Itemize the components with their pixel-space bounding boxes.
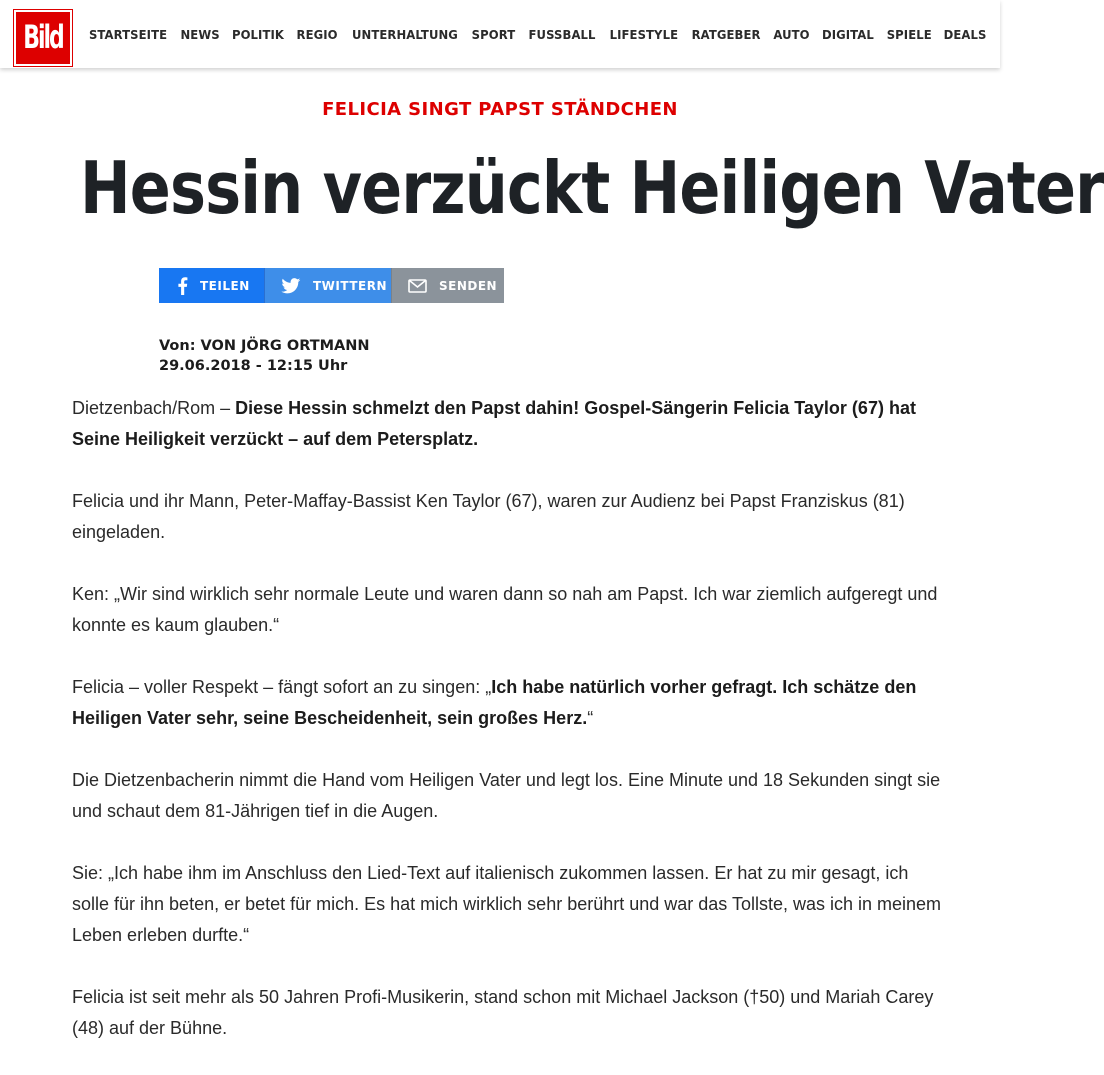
paragraph (72, 982, 942, 1044)
paragraph (72, 393, 942, 455)
paragraph-text: Felicia und ihr Mann, Peter-Maffay-Bassist Ken Taylor (67), waren zur Audienz bei Papst Franziskus (81) eingeladen. (72, 491, 905, 542)
nav-item-ratgeber[interactable]: RATGEBER (691, 26, 761, 42)
nav-item-fussball[interactable]: FUSSBALL (528, 26, 596, 42)
article-kicker: FELICIA SINGT PAPST STÄNDCHEN (322, 99, 678, 120)
nav-item-startseite[interactable]: STARTSEITE (88, 26, 168, 42)
share-bar (159, 268, 504, 303)
twitter-share-label: TWITTERN (313, 278, 388, 293)
email-share-label: SENDEN (439, 278, 498, 293)
nav-item-politik[interactable]: POLITIK (231, 26, 284, 42)
paragraph (72, 858, 942, 951)
byline (159, 336, 370, 376)
paragraph-text: Felicia – voller Respekt – fängt sofort an zu singen: „ (72, 677, 492, 697)
author-line: Von: VON JÖRG ORTMANN (159, 338, 370, 354)
nav-item-regio[interactable]: REGIO (296, 26, 338, 42)
nav-item-deals[interactable]: DEALS (943, 26, 987, 42)
nav-item-lifestyle[interactable]: LIFESTYLE (609, 26, 678, 42)
paragraph-text: Ken: „Wir sind wirklich sehr normale Leute und waren dann so nah am Papst. Ich war ziemlich aufgeregt und konnte es kaum glauben.“ (72, 584, 938, 635)
nav-item-auto[interactable]: AUTO (773, 26, 810, 42)
twitter-share-button[interactable] (264, 268, 391, 303)
paragraph-bold-text: Diese Hessin schmelzt den Papst dahin! Gospel-Sängerin Felicia Taylor (67) hat Seine Heiligkeit verzückt – auf dem Petersplatz. (72, 398, 916, 449)
nav-item-news[interactable]: NEWS (180, 26, 220, 42)
main-navigation (74, 0, 1000, 68)
paragraph-bold-text: Ich habe natürlich vorher gefragt. Ich schätze den Heiligen Vater sehr, seine Bescheidenheit, sein großes Herz. (72, 677, 917, 728)
site-header (0, 0, 1000, 68)
email-share-button[interactable] (391, 268, 504, 303)
paragraph-text: Dietzenbach/Rom – (72, 398, 236, 418)
paragraph-tail: “ (587, 708, 594, 728)
mail-icon (408, 279, 427, 293)
nav-item-unterhaltung[interactable]: UNTERHALTUNG (351, 26, 458, 42)
bild-logo[interactable] (14, 10, 72, 66)
nav-item-spiele[interactable]: SPIELE (886, 26, 932, 42)
paragraph (72, 486, 942, 548)
nav-item-sport[interactable]: SPORT (471, 26, 516, 42)
logo-text: Bild (23, 19, 63, 57)
publish-date: 29.06.2018 - 12:15 Uhr (159, 358, 348, 374)
paragraph (72, 672, 942, 734)
article-headline: Hessin verzückt Heiligen Vater (80, 146, 1104, 230)
article-body (72, 393, 942, 1075)
paragraph (72, 765, 942, 827)
facebook-share-label: TEILEN (200, 278, 250, 293)
paragraph-text: Felicia ist seit mehr als 50 Jahren Profi-Musikerin, stand schon mit Michael Jackson (†50) und Mariah Carey (48) auf der Bühne. (72, 987, 934, 1038)
paragraph (72, 579, 942, 641)
paragraph-text: Die Dietzenbacherin nimmt die Hand vom Heiligen Vater und legt los. Eine Minute und 18 Sekunden singt sie und schaut dem 81-Jährigen tief in die Augen. (72, 770, 941, 821)
nav-item-digital[interactable]: DIGITAL (821, 26, 874, 42)
facebook-share-button[interactable] (159, 268, 264, 303)
paragraph-text: Sie: „Ich habe ihm im Anschluss den Lied-Text auf italienisch zukommen lassen. Er hat zu mir gesagt, ich solle für ihn beten, er betet für mich. Es hat mich wirklich sehr berührt und war das Tollste, was ich in meinem Leben erleben durfte.“ (72, 863, 942, 945)
twitter-icon (281, 278, 301, 294)
facebook-icon (177, 277, 188, 295)
